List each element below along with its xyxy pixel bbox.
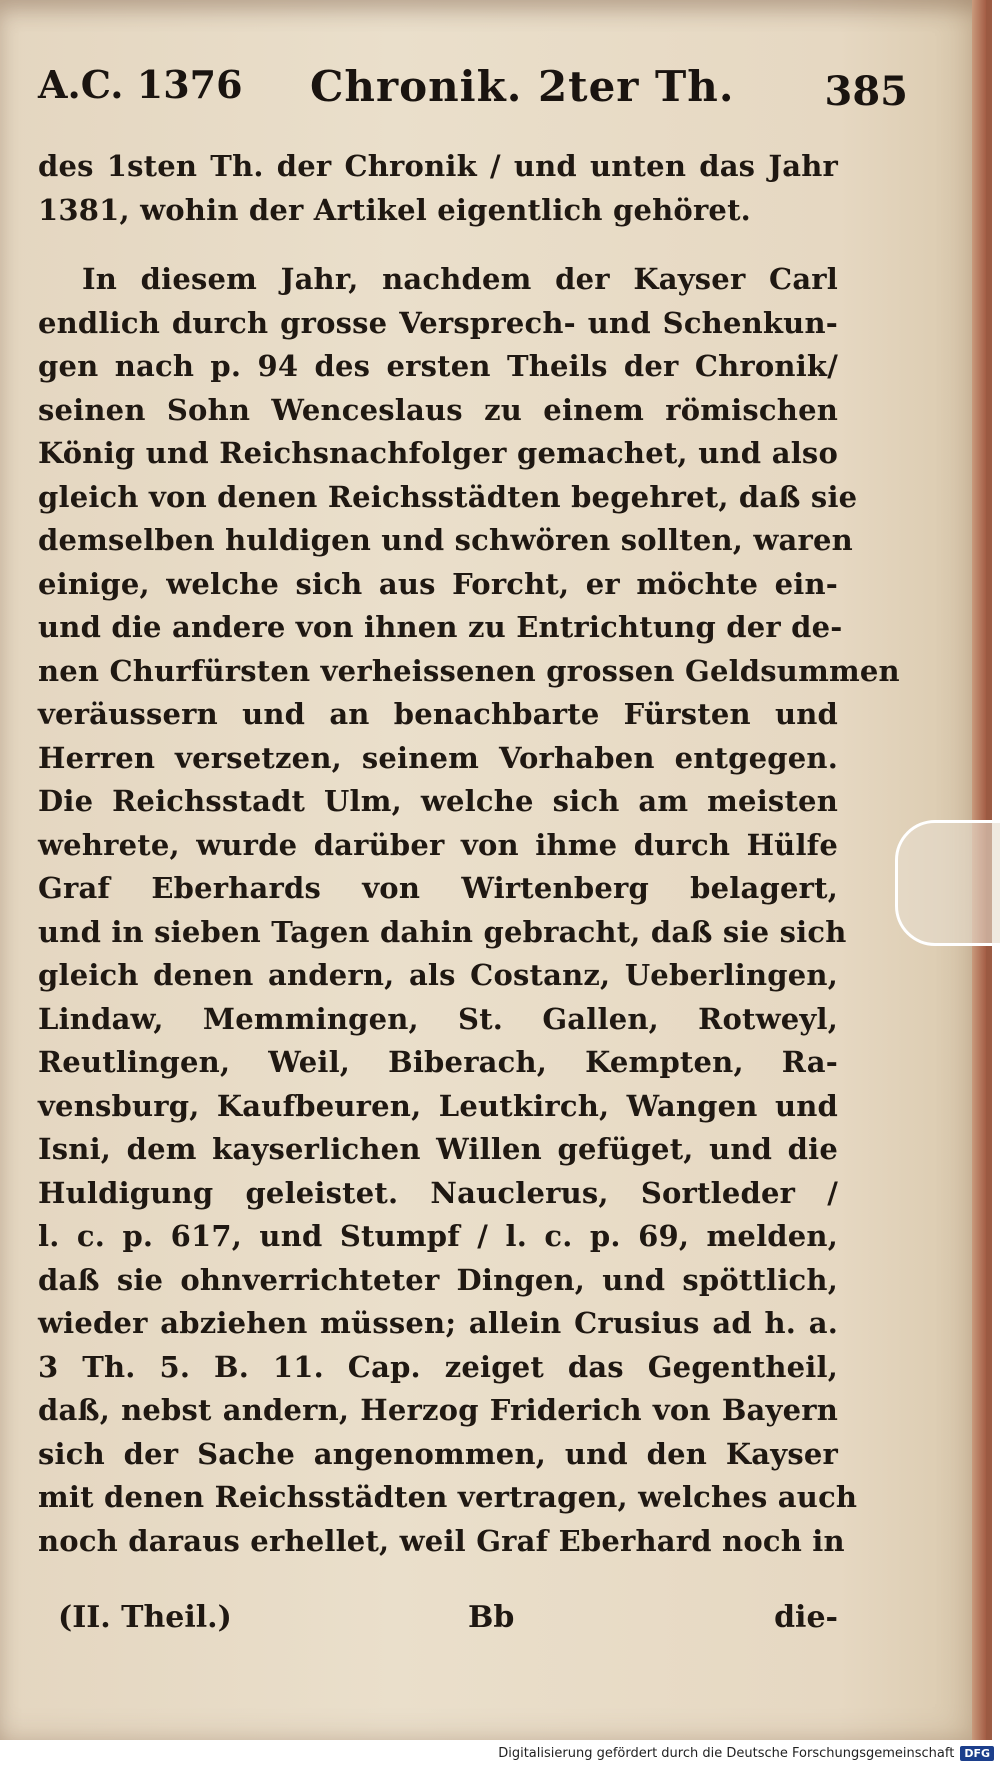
text-line: einige, welche sich aus Forcht, er möchte ein- xyxy=(38,566,838,601)
text-line: Huldigung geleistet. Nauclerus, Sortleder / xyxy=(38,1175,838,1210)
body-text xyxy=(38,145,900,1563)
text-line: daß, nebst andern, Herzog Friderich von Bayern xyxy=(38,1393,838,1427)
credit-text: Digitalisierung gefördert durch die Deutsche Forschungsgemeinschaft xyxy=(498,1745,955,1761)
text-line: wehrete, wurde darüber von ihme durch Hülfe xyxy=(38,827,838,862)
text-line: gleich von denen Reichsstädten begehret, daß sie xyxy=(38,479,858,514)
paragraph-gap xyxy=(38,232,838,258)
header-title: Chronik. 2ter Th. xyxy=(310,62,735,111)
text-line: veräussern und an benachbarte Fürsten und xyxy=(38,697,838,731)
page-footer xyxy=(38,1600,838,1650)
running-header xyxy=(38,62,938,132)
text-line: gen nach p. 94 des ersten Theils der Chronik/ xyxy=(38,349,838,383)
text-line: und in sieben Tagen dahin gebracht, daß sie sich xyxy=(38,914,847,949)
text-line: 1381, wohin der Artikel eigentlich gehöret. xyxy=(38,192,751,227)
text-line: mit denen Reichsstädten vertragen, welches auch xyxy=(38,1480,858,1514)
text-line: In diesem Jahr, nachdem der Kayser Carl xyxy=(82,262,838,296)
text-line: sich der Sache angenommen, und den Kayser xyxy=(38,1436,838,1471)
page-number: 385 xyxy=(824,68,908,115)
text-line: demselben huldigen und schwören sollten, waren xyxy=(38,523,853,557)
text-line: Lindaw, Memmingen, St. Gallen, Rotweyl, xyxy=(38,1001,838,1036)
signature-mark: (II. Theil.) xyxy=(58,1600,232,1635)
dfg-logo-icon: DFG xyxy=(960,1746,994,1761)
text-line: König und Reichsnachfolger gemachet, und also xyxy=(38,436,838,470)
text-line: nen Churfürsten verheissenen grossen Geldsummen xyxy=(38,653,900,688)
text-line: seinen Sohn Wenceslaus zu einem römischen xyxy=(38,392,838,427)
text-line: Reutlingen, Weil, Biberach, Kempten, Ra- xyxy=(38,1045,838,1079)
text-line: und die andere von ihnen zu Entrichtung der de- xyxy=(38,610,843,644)
digitization-credit xyxy=(498,1742,994,1764)
paragraph-1 xyxy=(38,145,838,232)
text-line: Herren versetzen, seinem Vorhaben entgegen. xyxy=(38,740,838,775)
text-line: gleich denen andern, als Costanz, Ueberlingen, xyxy=(38,958,838,992)
text-line: noch daraus erhellet, weil Graf Eberhard noch in xyxy=(38,1523,845,1558)
text-line: endlich durch grosse Versprech- und Schenkun- xyxy=(38,305,838,340)
text-line: Isni, dem kayserlichen Willen gefüget, und die xyxy=(38,1132,838,1166)
paragraph-2 xyxy=(38,258,900,1563)
header-year: A.C. 1376 xyxy=(38,62,243,107)
text-line: Die Reichsstadt Ulm, welche sich am meisten xyxy=(38,784,838,818)
text-line: Graf Eberhards von Wirtenberg belagert, xyxy=(38,871,838,905)
page-tab-outline xyxy=(895,820,1000,946)
text-line: des 1sten Th. der Chronik / und unten das Jahr xyxy=(38,149,838,183)
text-line: wieder abziehen müssen; allein Crusius ad h. a. xyxy=(38,1306,838,1340)
text-line: vensburg, Kaufbeuren, Leutkirch, Wangen und xyxy=(38,1088,838,1123)
catchword: die- xyxy=(774,1600,838,1635)
gathering-mark: Bb xyxy=(468,1600,515,1635)
text-line: daß sie ohnverrichteter Dingen, und spöttlich, xyxy=(38,1262,838,1297)
text-line: 3 Th. 5. B. 11. Cap. zeiget das Gegentheil, xyxy=(38,1349,838,1384)
text-line: l. c. p. 617, und Stumpf / l. c. p. 69, melden, xyxy=(38,1219,838,1253)
